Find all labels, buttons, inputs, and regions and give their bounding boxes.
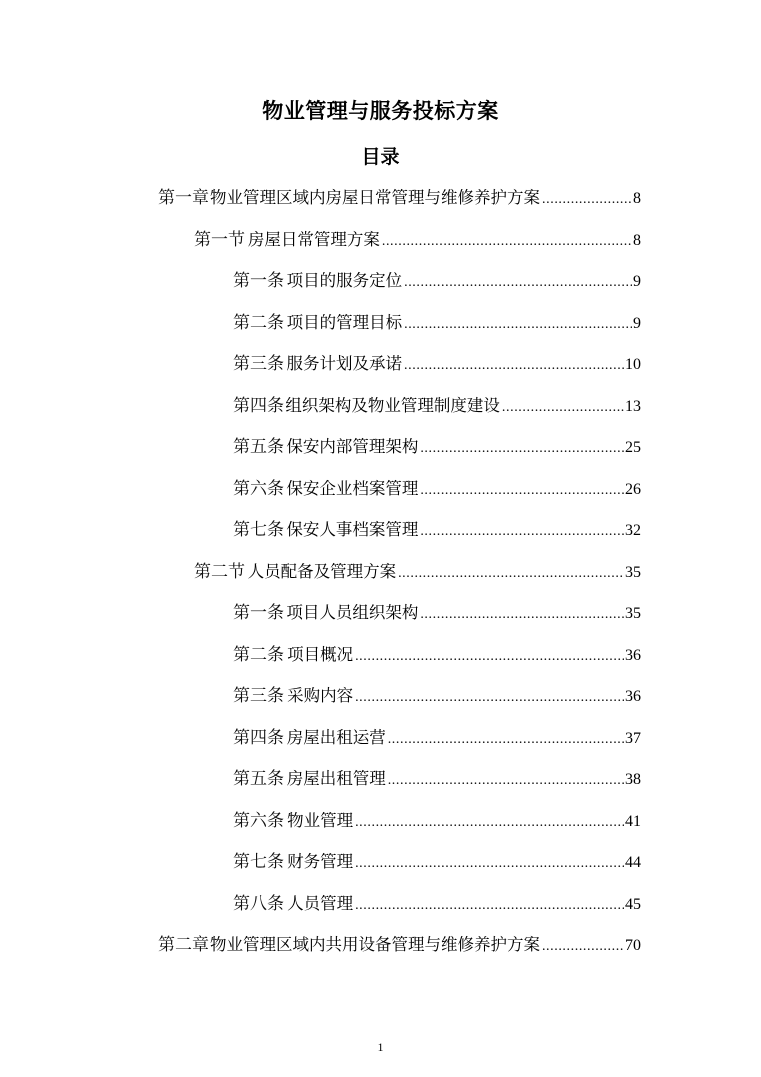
toc-number: 第七条 xyxy=(233,520,284,540)
toc-leader-dots xyxy=(420,519,624,545)
toc-leader-dots xyxy=(420,436,624,462)
toc-page-number: 32 xyxy=(625,522,641,539)
toc-page-number: 8 xyxy=(633,232,641,249)
toc-leader-dots xyxy=(404,353,624,379)
toc-article[interactable] xyxy=(233,683,641,709)
toc-label: 项目人员组织架构 xyxy=(286,603,419,622)
toc-number: 第六条 xyxy=(233,479,284,499)
toc-label: 物业管理区域内房屋日常管理与维修养护方案 xyxy=(210,188,541,207)
toc-label: 人员管理 xyxy=(287,894,354,913)
toc-page-number: 13 xyxy=(625,398,641,415)
toc-number: 第四条 xyxy=(233,728,284,748)
toc-article[interactable] xyxy=(233,642,641,668)
toc-chapter-1[interactable] xyxy=(158,185,641,211)
toc-leader-dots xyxy=(382,229,632,255)
toc-label: 物业管理 xyxy=(287,811,354,830)
toc-label: 房屋日常管理方案 xyxy=(247,230,380,249)
toc-label: 保安企业档案管理 xyxy=(286,479,419,498)
toc-leader-dots xyxy=(388,768,624,794)
toc-label: 项目概况 xyxy=(287,645,354,664)
toc-page-number: 8 xyxy=(633,190,641,207)
toc-number: 第五条 xyxy=(233,437,284,457)
toc-label: 组织架构及物业管理制度建设 xyxy=(285,396,500,415)
toc-label: 房屋出租管理 xyxy=(286,769,386,788)
toc-leader-dots xyxy=(355,644,624,670)
toc-leader-dots xyxy=(420,478,624,504)
toc-number: 第一章 xyxy=(158,188,209,208)
toc-article[interactable] xyxy=(233,476,641,502)
toc-label: 财务管理 xyxy=(287,852,354,871)
toc-label: 项目的管理目标 xyxy=(286,313,403,332)
toc-article[interactable] xyxy=(233,891,641,917)
toc-leader-dots xyxy=(355,810,624,836)
toc-article[interactable] xyxy=(233,600,641,626)
toc-page-number: 26 xyxy=(625,481,641,498)
toc-leader-dots xyxy=(404,312,632,338)
toc-page-number: 36 xyxy=(625,647,641,664)
toc-page-number: 35 xyxy=(625,564,641,581)
toc-leader-dots xyxy=(502,395,624,421)
page-number: 1 xyxy=(377,1040,384,1054)
toc-label: 采购内容 xyxy=(287,686,354,705)
toc-number: 第一条 xyxy=(233,603,284,623)
toc-leader-dots xyxy=(355,893,624,919)
toc-section-1[interactable] xyxy=(194,227,641,253)
toc-page-number: 70 xyxy=(625,937,641,954)
toc-number: 第二条 xyxy=(233,313,284,333)
toc-article[interactable] xyxy=(233,808,641,834)
toc-number: 第八条 xyxy=(233,894,284,914)
toc-page-number: 41 xyxy=(625,813,641,830)
toc-leader-dots xyxy=(355,685,624,711)
toc-page-number: 9 xyxy=(633,273,641,290)
toc-leader-dots xyxy=(398,561,624,587)
toc-leader-dots xyxy=(542,187,632,213)
toc-article[interactable] xyxy=(233,766,641,792)
toc-number: 第二条 xyxy=(233,645,284,665)
toc-article[interactable] xyxy=(233,393,641,419)
toc-page-number: 45 xyxy=(625,896,641,913)
toc-article[interactable] xyxy=(233,849,641,875)
toc-leader-dots xyxy=(404,270,632,296)
toc-number: 第三条 xyxy=(233,354,284,374)
toc-page-number: 38 xyxy=(625,771,641,788)
toc-label: 人员配备及管理方案 xyxy=(247,562,397,581)
toc-label: 项目的服务定位 xyxy=(286,271,403,290)
toc-label: 保安人事档案管理 xyxy=(286,520,419,539)
toc-page-number: 37 xyxy=(625,730,641,747)
toc-leader-dots xyxy=(388,727,624,753)
toc-number: 第五条 xyxy=(233,769,284,789)
toc-number: 第二节 xyxy=(194,562,245,582)
toc-number: 第一条 xyxy=(233,271,284,291)
toc-leader-dots xyxy=(355,851,624,877)
toc-section-2[interactable] xyxy=(194,559,641,585)
toc-chapter-2[interactable] xyxy=(158,932,641,958)
toc-article[interactable] xyxy=(233,351,641,377)
toc-article[interactable] xyxy=(233,725,641,751)
toc-leader-dots xyxy=(420,602,624,628)
toc-label: 房屋出租运营 xyxy=(286,728,386,747)
toc-article[interactable] xyxy=(233,268,641,294)
toc-page-number: 25 xyxy=(625,439,641,456)
toc-heading: 目录 xyxy=(361,146,400,168)
toc-article[interactable] xyxy=(233,517,641,543)
toc-page-number: 36 xyxy=(625,688,641,705)
toc-article[interactable] xyxy=(233,434,641,460)
toc-page-number: 9 xyxy=(633,315,641,332)
toc-number: 第二章 xyxy=(158,935,209,955)
toc-leader-dots xyxy=(542,934,624,960)
toc-number: 第四条 xyxy=(233,396,284,416)
toc-number: 第三条 xyxy=(233,686,284,706)
toc-article[interactable] xyxy=(233,310,641,336)
toc-label: 服务计划及承诺 xyxy=(286,354,403,373)
toc-page-number: 44 xyxy=(625,854,641,871)
toc-number: 第一节 xyxy=(194,230,245,250)
document-title: 物业管理与服务投标方案 xyxy=(262,99,499,123)
toc-page-number: 10 xyxy=(625,356,641,373)
toc-number: 第六条 xyxy=(233,811,284,831)
toc-label: 保安内部管理架构 xyxy=(286,437,419,456)
toc-number: 第七条 xyxy=(233,852,284,872)
toc-page-number: 35 xyxy=(625,605,641,622)
toc-label: 物业管理区域内共用设备管理与维修养护方案 xyxy=(209,935,540,954)
